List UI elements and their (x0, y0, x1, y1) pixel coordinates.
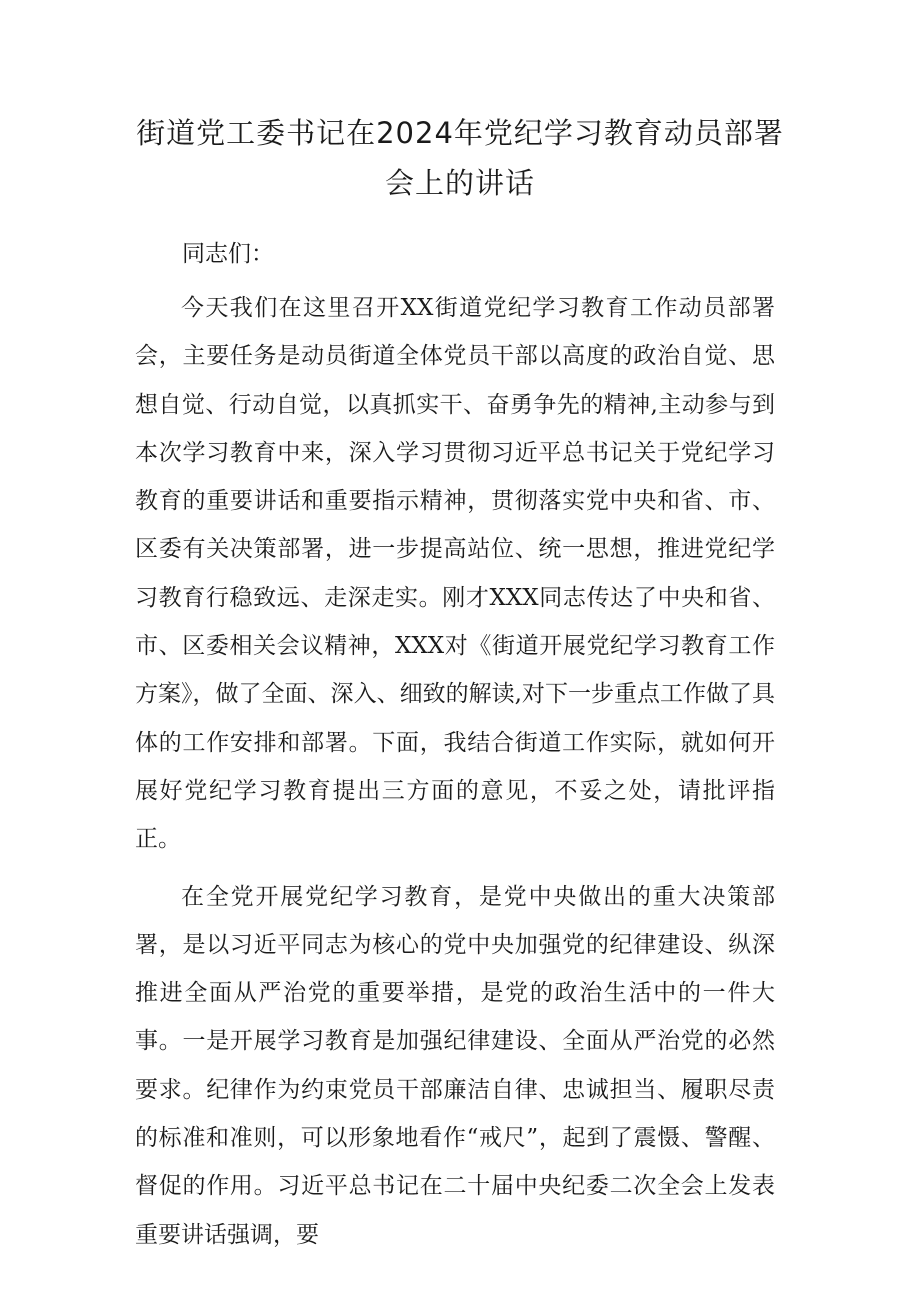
document-title: 街道党工委书记在2024年党纪学习教育动员部署会上的讲话 (136, 116, 784, 200)
document-body (135, 230, 775, 1259)
paragraph-2: 在全党开展党纪学习教育，是党中央做出的重大决策部署，是以习近平同志为核心的党中央加强党的纪律建设、纵深推进全面从严治党的重要举措，是党的政治生活中的一件大事。一是开展学习教育是加强纪律建设、全面从严治党的必然要求。纪律作为约束党员干部廉洁自律、忠诚担当、履职尽责的标准和准则，可以形象地看作“戒尺”，起到了震慑、警醒、督促的作用。习近平总书记在二十届中央纪委二次全会上发表重要讲话强调，要 (135, 883, 775, 1248)
paragraph-1: 今天我们在这里召开XX街道党纪学习教育工作动员部署会，主要任务是动员街道全体党员干部以高度的政治自觉、思想自觉、行动自觉，以真抓实干、奋勇争先的精神,主动参与到本次学习教育中来，深入学习贯彻习近平总书记关于党纪学习教育的重要讲话和重要指示精神，贯彻落实党中央和省、市、区委有关决策部署，进一步提高站位、统一思想，推进党纪学习教育行稳致远、走深走实。刚才XXX同志传达了中央和省、市、区委相关会议精神，XXX对《街道开展党纪学习教育工作方案》，做了全面、深入、细致的解读,对下一步重点工作做了具体的工作安排和部署。下面，我结合街道工作实际，就如何开展好党纪学习教育提出三方面的意见，不妥之处，请批评指正。 (135, 295, 775, 853)
greeting: 同志们： (182, 241, 274, 267)
